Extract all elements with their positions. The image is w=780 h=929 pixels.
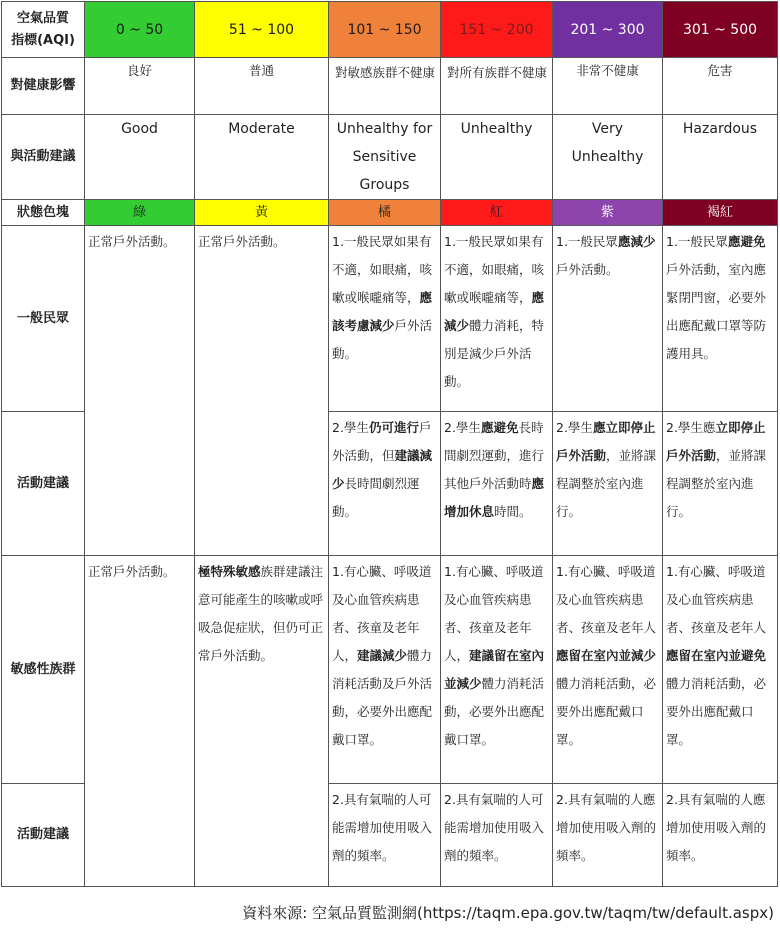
range-green: 0 ~ 50 bbox=[85, 2, 195, 58]
text: 1.一般民眾 bbox=[556, 234, 618, 249]
aqi-label-cell bbox=[2, 2, 85, 58]
text: 長時間劇烈運動，進行其他戶外活動時 bbox=[444, 420, 545, 491]
color-purple: 紫 bbox=[553, 200, 663, 226]
range-purple: 201 ~ 300 bbox=[553, 2, 663, 58]
sensitive-very-unhealthy-2: 2.具有氣喘的人應增加使用吸入劑的頻率。 bbox=[553, 784, 663, 887]
sensitive-sensitive-2: 2.具有氣喘的人可能需增加使用吸入劑的頻率。 bbox=[329, 784, 441, 887]
aqi-range-row bbox=[2, 2, 778, 58]
health-good: 良好 bbox=[85, 58, 195, 115]
level-sensitive: Unhealthy for Sensitive Groups bbox=[329, 115, 441, 200]
text: 1.一般民眾 bbox=[666, 234, 728, 249]
general-hazardous-1 bbox=[663, 226, 778, 412]
text: 2.學生 bbox=[444, 420, 481, 435]
sensitive-unhealthy-2: 2.具有氣喘的人可能需增加使用吸入劑的頻率。 bbox=[441, 784, 553, 887]
sensitive-very-unhealthy-1 bbox=[553, 556, 663, 784]
general-good: 正常戶外活動。 bbox=[85, 226, 195, 556]
emphasis: 應增加休息 bbox=[444, 476, 545, 519]
aqi-table bbox=[1, 1, 778, 887]
emphasis: 應避免 bbox=[480, 420, 519, 435]
text: 時間。 bbox=[494, 504, 532, 519]
text: 體力消耗活動，必要外出應配戴口罩。 bbox=[444, 676, 545, 747]
level-very-unhealthy: Very Unhealthy bbox=[553, 115, 663, 200]
text: 戶外活動，室內應緊閉門窗，必要外出應配戴口罩等防護用具。 bbox=[666, 262, 767, 361]
emphasis: 應留在室內並減少 bbox=[556, 648, 657, 663]
color-green: 綠 bbox=[85, 200, 195, 226]
sensitive-unhealthy-1 bbox=[441, 556, 553, 784]
emphasis: 應避免 bbox=[727, 234, 766, 249]
text: 戶外活動，但 bbox=[332, 420, 432, 463]
emphasis: 仍可進行 bbox=[368, 420, 419, 435]
sensitive-row-1 bbox=[2, 556, 778, 784]
health-impact-row bbox=[2, 58, 778, 115]
text: ，並將課程調整於室內進行。 bbox=[556, 448, 657, 519]
emphasis: 極特殊敏感 bbox=[198, 564, 261, 579]
sensitive-sensitive-1 bbox=[329, 556, 441, 784]
text: 1.有心臟、呼吸道及心血管疾病患者、孩童及老年人， bbox=[332, 564, 432, 663]
emphasis: 立即停止戶外活動 bbox=[666, 420, 766, 463]
level-unhealthy: Unhealthy bbox=[441, 115, 553, 200]
emphasis: 應立即停止戶外活動 bbox=[556, 420, 656, 463]
emphasis: 建議減少 bbox=[357, 648, 408, 663]
text: 1.一般民眾如果有不適，如眼痛，咳嗽或喉嚨痛等， bbox=[332, 234, 433, 305]
aqi-label-line2: 指標(AQI) bbox=[11, 32, 75, 48]
range-yellow: 51 ~ 100 bbox=[195, 2, 329, 58]
general-public-row-1 bbox=[2, 226, 778, 412]
aqi-label-line1: 空氣品質 bbox=[16, 10, 69, 26]
general-moderate: 正常戶外活動。 bbox=[195, 226, 329, 556]
health-impact-label: 對健康影響 bbox=[2, 58, 85, 115]
emphasis: 應該考慮減少 bbox=[332, 290, 433, 333]
text: 1.有心臟、呼吸道及心血管疾病患者、孩童及老年人 bbox=[666, 564, 767, 635]
sensitive-hazardous-2: 2.具有氣喘的人應增加使用吸入劑的頻率。 bbox=[663, 784, 778, 887]
sensitive-moderate bbox=[195, 556, 329, 887]
emphasis: 應減少 bbox=[444, 290, 545, 333]
activity-label: 與活動建議 bbox=[2, 115, 85, 200]
sensitive-label: 敏感性族群 bbox=[2, 556, 85, 784]
text: 1.有心臟、呼吸道及心血管疾病患者、孩童及老年人 bbox=[556, 564, 657, 635]
text: 2.學生應 bbox=[666, 420, 716, 435]
level-good: Good bbox=[85, 115, 195, 200]
color-red: 紅 bbox=[441, 200, 553, 226]
color-row bbox=[2, 200, 778, 226]
range-red: 151 ~ 200 bbox=[441, 2, 553, 58]
text: 體力消耗活動及戶外活動，必要外出應配戴口罩。 bbox=[332, 648, 433, 747]
text: 1.一般民眾如果有不適，如眼痛，咳嗽或喉嚨痛等， bbox=[444, 234, 545, 305]
general-sensitive-1 bbox=[329, 226, 441, 412]
text: 長時間劇烈運動。 bbox=[332, 476, 420, 519]
text: 2.學生 bbox=[556, 420, 593, 435]
source-caption: 資料來源: 空氣品質監測網(https://taqm.epa.gov.tw/taqm/tw/default.aspx) bbox=[242, 904, 774, 922]
text: 體力消耗活動，必要外出應配戴口罩。 bbox=[556, 676, 657, 747]
general-unhealthy-1 bbox=[441, 226, 553, 412]
sensitive-hazardous-1 bbox=[663, 556, 778, 784]
level-moderate: Moderate bbox=[195, 115, 329, 200]
text: 體力消耗，特別是減少戶外活動。 bbox=[444, 318, 545, 389]
general-public-label: 一般民眾 bbox=[2, 226, 85, 412]
emphasis: 建議留在室內並減少 bbox=[444, 648, 545, 691]
sensitive-good: 正常戶外活動。 bbox=[85, 556, 195, 887]
general-very-unhealthy-2 bbox=[553, 412, 663, 556]
range-maroon: 301 ~ 500 bbox=[663, 2, 778, 58]
general-unhealthy-2 bbox=[441, 412, 553, 556]
color-maroon: 褐紅 bbox=[663, 200, 778, 226]
range-orange: 101 ~ 150 bbox=[329, 2, 441, 58]
text: 體力消耗活動，必要外出應配戴口罩。 bbox=[666, 676, 767, 747]
health-sensitive: 對敏感族群不健康 bbox=[329, 58, 441, 115]
activity-row bbox=[2, 115, 778, 200]
health-unhealthy: 對所有族群不健康 bbox=[441, 58, 553, 115]
level-hazardous: Hazardous bbox=[663, 115, 778, 200]
general-hazardous-2 bbox=[663, 412, 778, 556]
general-very-unhealthy-1 bbox=[553, 226, 663, 412]
text: 1.有心臟、呼吸道及心血管疾病患者、孩童及老年人， bbox=[444, 564, 544, 663]
health-moderate: 普通 bbox=[195, 58, 329, 115]
color-orange: 橘 bbox=[329, 200, 441, 226]
text: 2.學生 bbox=[332, 420, 369, 435]
emphasis: 應留在室內並避免 bbox=[666, 648, 767, 663]
general-sensitive-2 bbox=[329, 412, 441, 556]
text: 族群建議注意可能產生的咳嗽或呼吸急促症狀，但仍可正常戶外活動。 bbox=[198, 564, 324, 663]
health-very-unhealthy: 非常不健康 bbox=[553, 58, 663, 115]
health-hazardous: 危害 bbox=[663, 58, 778, 115]
emphasis: 建議減少 bbox=[332, 448, 433, 491]
text: 戶外活動。 bbox=[556, 262, 619, 277]
sensitive-activity-label: 活動建議 bbox=[2, 784, 85, 887]
emphasis: 應減少 bbox=[617, 234, 656, 249]
color-yellow: 黃 bbox=[195, 200, 329, 226]
text: ，並將課程調整於室內進行。 bbox=[666, 448, 767, 519]
general-activity-label: 活動建議 bbox=[2, 412, 85, 556]
text: 戶外活動。 bbox=[332, 318, 433, 361]
color-label: 狀態色塊 bbox=[2, 200, 85, 226]
